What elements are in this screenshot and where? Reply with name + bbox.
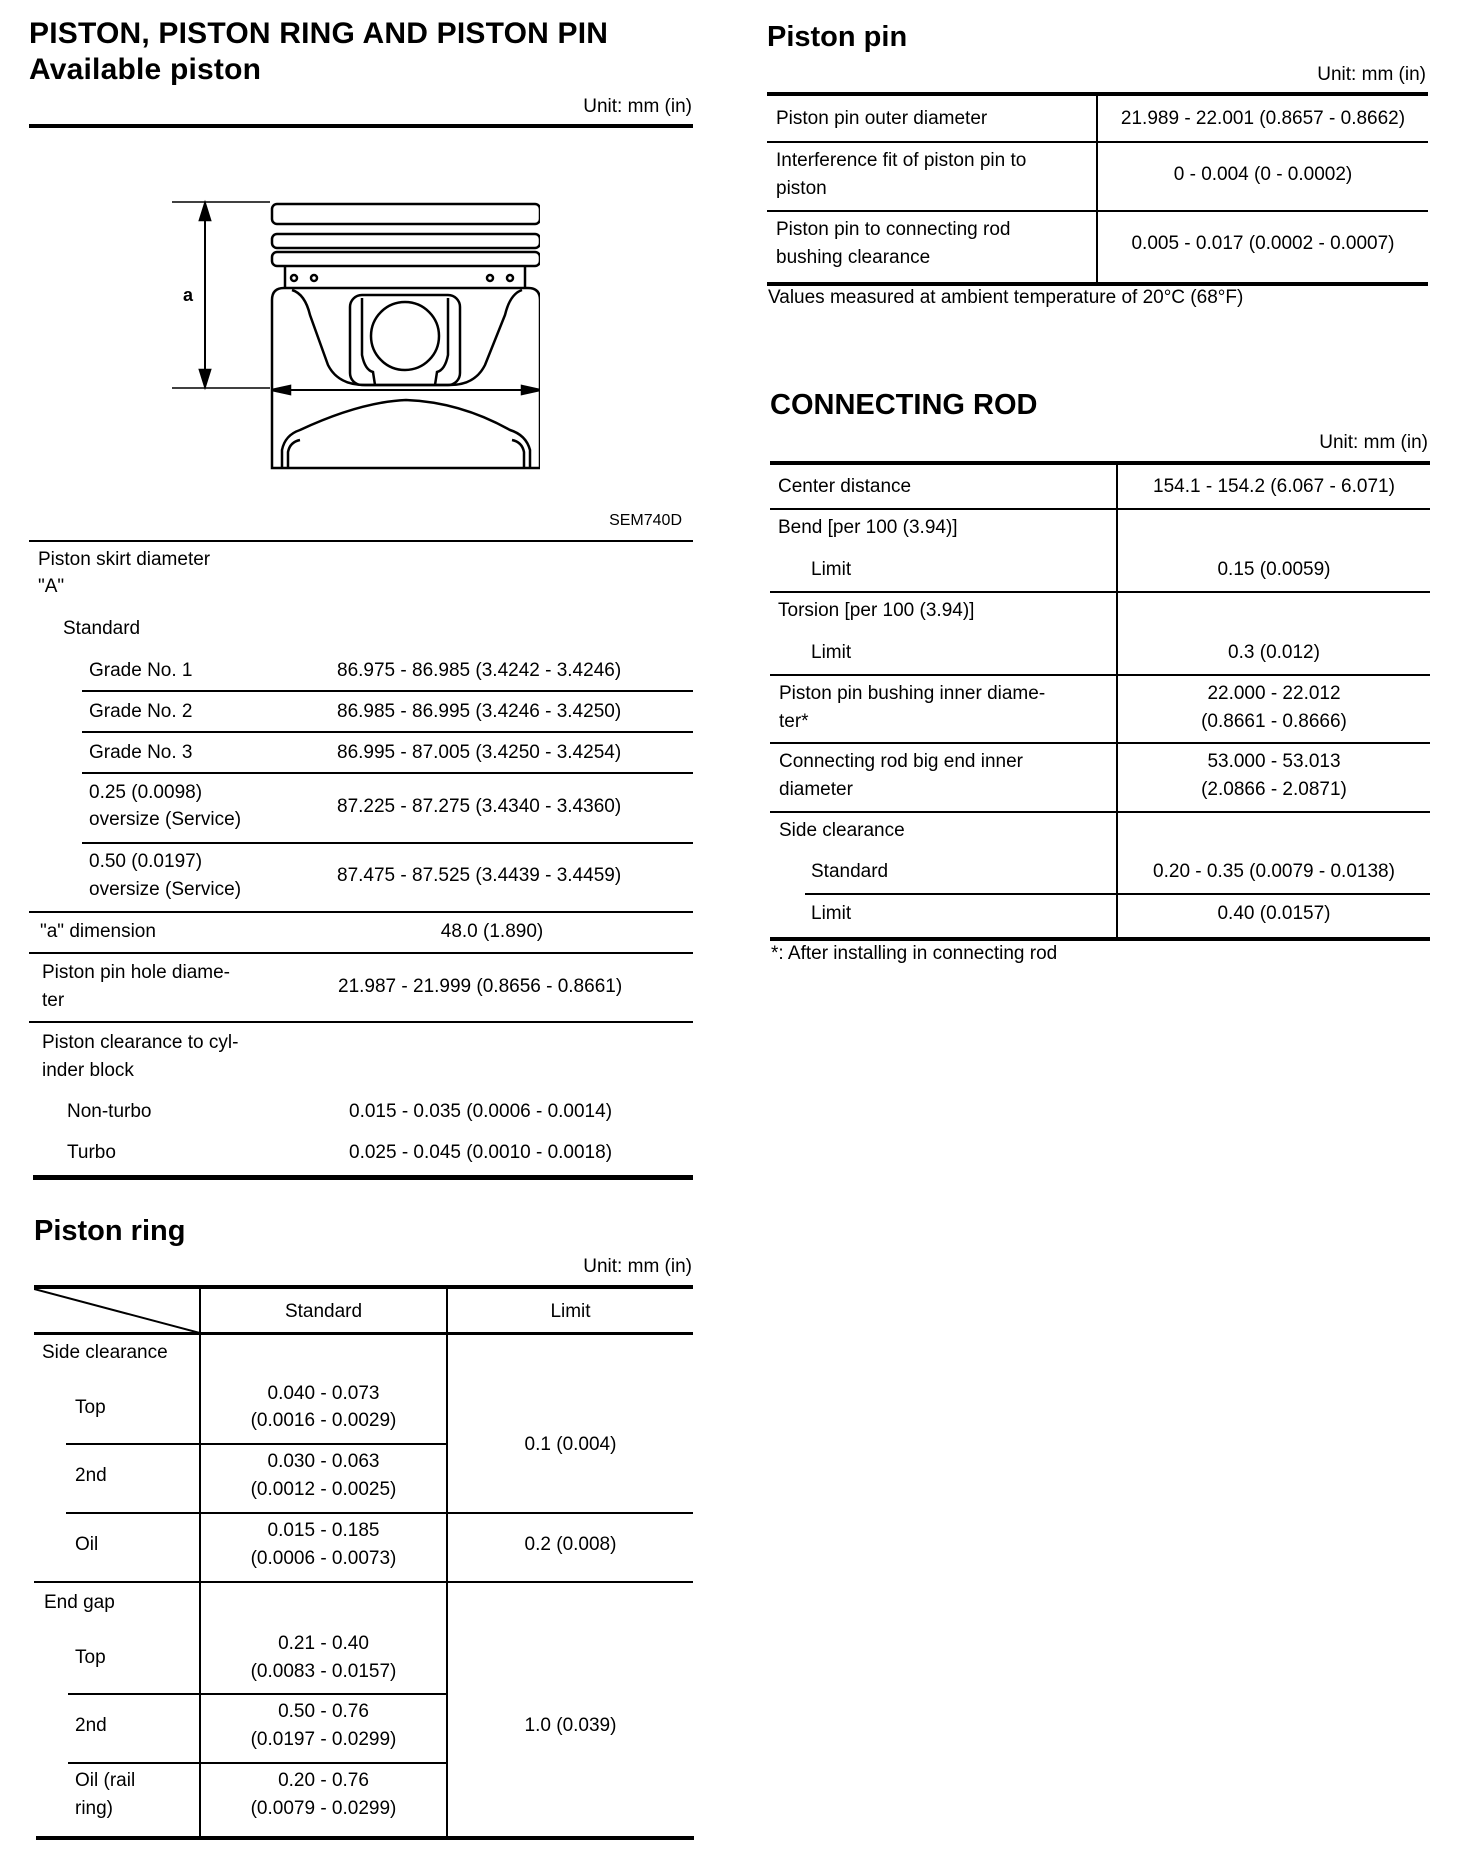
divider <box>82 842 693 844</box>
bushing-inner-label-2: ter* <box>779 711 809 732</box>
divider <box>29 911 693 913</box>
dimension-a-label: a <box>183 285 194 305</box>
side-limit-label: Limit <box>811 903 852 924</box>
pin-outer-label: Piston pin outer diameter <box>776 108 988 129</box>
grade-3-label: Grade No. 3 <box>89 742 193 763</box>
divider <box>82 772 693 774</box>
divider <box>34 1332 693 1335</box>
divider <box>770 461 1430 465</box>
non-turbo-value: 0.015 - 0.035 (0.0006 - 0.0014) <box>349 1101 613 1122</box>
divider <box>82 731 693 733</box>
bushing-clearance-label-2: bushing clearance <box>776 247 931 268</box>
end-oil-std: 0.20 - 0.76 <box>278 1770 369 1791</box>
a-dimension-label: "a" dimension <box>40 921 156 942</box>
bend-limit-label: Limit <box>811 559 852 580</box>
pin-hole-label-2: ter <box>42 990 65 1011</box>
divider <box>33 1175 693 1180</box>
unit-label: Unit: mm (in) <box>1319 432 1428 453</box>
side-oil-label: Oil <box>75 1534 99 1555</box>
end-oil-label-2: ring) <box>75 1798 114 1819</box>
center-distance-label: Center distance <box>778 476 912 497</box>
side-oil-std-in: (0.0006 - 0.0073) <box>250 1548 397 1569</box>
end-top-label: Top <box>75 1647 106 1668</box>
side-2nd-std: 0.030 - 0.063 <box>267 1451 380 1472</box>
big-end-label-2: diameter <box>779 779 853 800</box>
temperature-note: Values measured at ambient temperature of 20°C (68°F) <box>768 287 1244 308</box>
page-title: PISTON, PISTON RING AND PISTON PIN <box>29 17 609 50</box>
piston-clearance-label-2: inder block <box>42 1060 134 1081</box>
oversize-050-value: 87.475 - 87.525 (3.4439 - 3.4459) <box>337 865 622 886</box>
end-gap-label: End gap <box>44 1592 115 1613</box>
end-2nd-label: 2nd <box>75 1715 107 1736</box>
divider <box>29 540 693 542</box>
side-2nd-std-in: (0.0012 - 0.0025) <box>250 1479 397 1500</box>
section-title-available-piston: Available piston <box>29 53 262 86</box>
a-dimension-value: 48.0 (1.890) <box>440 921 544 942</box>
skirt-diameter-label-a: "A" <box>38 576 65 597</box>
divider <box>34 1581 693 1583</box>
side-limit-oil: 0.2 (0.008) <box>524 1534 617 1555</box>
big-end-value-in: (2.0866 - 2.0871) <box>1201 779 1347 800</box>
divider <box>29 1021 693 1023</box>
pin-hole-value: 21.987 - 21.999 (0.8656 - 0.8661) <box>338 976 623 997</box>
oversize-025-label: 0.25 (0.0098) <box>89 782 203 803</box>
divider <box>770 742 1430 744</box>
section-title-piston-ring: Piston ring <box>34 1215 186 1247</box>
divider <box>805 893 1430 895</box>
side-oil-std: 0.015 - 0.185 <box>267 1520 380 1541</box>
section-title-connecting-rod: CONNECTING ROD <box>770 389 1038 421</box>
big-end-value: 53.000 - 53.013 <box>1207 751 1341 772</box>
turbo-value: 0.025 - 0.045 (0.0010 - 0.0018) <box>349 1142 613 1163</box>
side-standard-label: Standard <box>811 861 889 882</box>
divider <box>82 690 693 692</box>
divider <box>29 124 693 128</box>
unit-label: Unit: mm (in) <box>1317 64 1426 85</box>
pin-hole-label: Piston pin hole diame- <box>42 962 230 983</box>
divider <box>68 1693 447 1695</box>
torsion-limit-label: Limit <box>811 642 852 663</box>
torsion-label: Torsion [per 100 (3.94)] <box>778 600 975 621</box>
bend-label: Bend [per 100 (3.94)] <box>778 517 958 538</box>
divider <box>767 210 1428 212</box>
end-top-std: 0.21 - 0.40 <box>278 1633 369 1654</box>
side-standard-value: 0.20 - 0.35 (0.0079 - 0.0138) <box>1153 861 1395 882</box>
side-2nd-label: 2nd <box>75 1465 107 1486</box>
side-clearance-label: Side clearance <box>779 820 905 841</box>
interference-label: Interference fit of piston pin to <box>776 150 1027 171</box>
grade-2-label: Grade No. 2 <box>89 701 193 722</box>
divider <box>36 1836 694 1840</box>
divider <box>770 508 1430 510</box>
center-distance-value: 154.1 - 154.2 (6.067 - 6.071) <box>1153 476 1395 497</box>
end-2nd-std: 0.50 - 0.76 <box>278 1701 369 1722</box>
side-top-label: Top <box>75 1397 106 1418</box>
side-clearance-label: Side clearance <box>42 1342 168 1363</box>
oversize-050-label: 0.50 (0.0197) <box>89 851 203 872</box>
end-2nd-std-in: (0.0197 - 0.0299) <box>250 1729 397 1750</box>
grade-1-value: 86.975 - 86.985 (3.4242 - 3.4246) <box>337 660 622 681</box>
divider <box>770 811 1430 813</box>
standard-label: Standard <box>63 618 141 639</box>
piston-diagram <box>160 190 540 470</box>
bushing-clearance-label: Piston pin to connecting rod <box>776 219 1011 240</box>
side-top-std-in: (0.0016 - 0.0029) <box>250 1410 397 1431</box>
figure-code: SEM740D <box>609 512 682 529</box>
turbo-label: Turbo <box>67 1142 116 1163</box>
footnote: *: After installing in connecting rod <box>771 943 1058 964</box>
interference-value: 0 - 0.004 (0 - 0.0002) <box>1173 164 1353 185</box>
side-limit-top-2nd: 0.1 (0.004) <box>524 1434 617 1455</box>
skirt-diameter-label: Piston skirt diameter <box>38 549 211 570</box>
oversize-025-label-2: oversize (Service) <box>89 809 242 830</box>
end-top-std-in: (0.0083 - 0.0157) <box>250 1661 397 1682</box>
piston-clearance-label: Piston clearance to cyl- <box>42 1032 239 1053</box>
end-oil-label: Oil (rail <box>75 1770 136 1791</box>
grade-3-value: 86.995 - 87.005 (3.4250 - 3.4254) <box>337 742 622 763</box>
divider <box>29 952 693 954</box>
bushing-inner-value-in: (0.8661 - 0.8666) <box>1201 711 1347 732</box>
unit-label: Unit: mm (in) <box>583 96 692 117</box>
divider <box>66 1512 693 1514</box>
grade-2-value: 86.985 - 86.995 (3.4246 - 3.4250) <box>337 701 622 722</box>
bend-limit-value: 0.15 (0.0059) <box>1217 559 1331 580</box>
interference-label-2: piston <box>776 178 827 199</box>
end-gap-limit: 1.0 (0.039) <box>524 1715 617 1736</box>
divider <box>66 1443 447 1445</box>
divider <box>767 141 1428 143</box>
section-title-piston-pin: Piston pin <box>767 21 908 53</box>
grade-1-label: Grade No. 1 <box>89 660 193 681</box>
oversize-050-label-2: oversize (Service) <box>89 879 242 900</box>
header-standard: Standard <box>284 1301 363 1322</box>
side-top-std: 0.040 - 0.073 <box>267 1383 380 1404</box>
header-diagonal <box>34 1287 200 1333</box>
big-end-label: Connecting rod big end inner <box>779 751 1024 772</box>
header-limit: Limit <box>550 1301 591 1322</box>
column-divider <box>446 1287 448 1840</box>
end-oil-std-in: (0.0079 - 0.0299) <box>250 1798 397 1819</box>
divider <box>770 591 1430 593</box>
divider <box>770 674 1430 676</box>
bushing-inner-value: 22.000 - 22.012 <box>1207 683 1341 704</box>
side-limit-value: 0.40 (0.0157) <box>1217 903 1331 924</box>
divider <box>68 1762 447 1764</box>
torsion-limit-value: 0.3 (0.012) <box>1228 642 1320 663</box>
oversize-025-value: 87.225 - 87.275 (3.4340 - 3.4360) <box>337 796 622 817</box>
bushing-inner-label: Piston pin bushing inner diame- <box>779 683 1046 704</box>
unit-label: Unit: mm (in) <box>583 1256 692 1277</box>
bushing-clearance-value: 0.005 - 0.017 (0.0002 - 0.0007) <box>1131 233 1395 254</box>
non-turbo-label: Non-turbo <box>67 1101 152 1122</box>
pin-outer-value: 21.989 - 22.001 (0.8657 - 0.8662) <box>1120 108 1406 129</box>
